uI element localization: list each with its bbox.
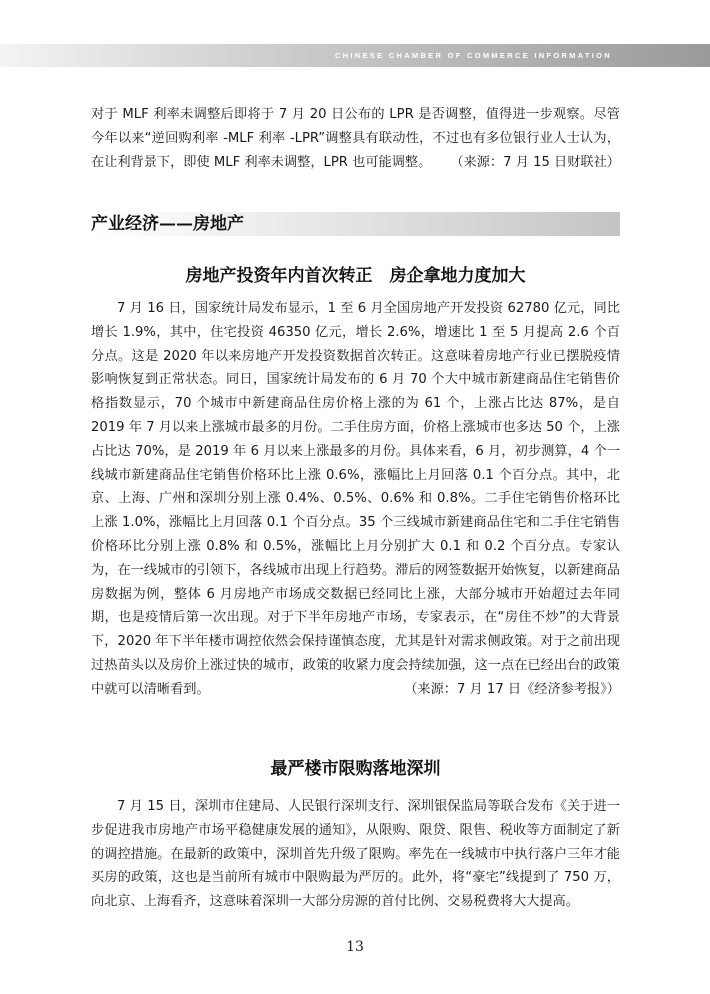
article-1-body [91,297,620,702]
intro-paragraph [91,103,620,174]
section-band [91,212,620,236]
section-title: 产业经济——房地产 [91,214,244,234]
intro-source: （来源：7 月 15 日财联社） [450,154,620,170]
article-2-title: 最严楼市限购落地深圳 [270,759,441,779]
header-label: CHINESE CHAMBER OF COMMERCE INFORMATION [334,51,612,60]
page-number: 13 [346,939,364,955]
header-band [0,44,710,67]
article-2-body: 7 月 15 日，深圳市住建局、人民银行深圳支行、深圳银保监局等联合发布《关于进一步促进我市房地产市场平稳健康发展的通知》，从限购、限贷、限售、税收等方面制定了新的调控措施。在最新的政策中，深圳首先升级了限购。率先在一线城市中执行落户三年才能买房的政策，这也是当前所有城市中限购最为严厉的。此外，将“豪宅”线提到了 750 万，向北京、上海看齐，这意味着深圳一大部分房源的首付比例、交易税费将大大提高。 [91,799,620,910]
article-1-source: （来源：7 月 17 日《经济参考报》） [404,681,620,697]
article-1-title: 房地产投资年内首次转正 房企拿地力度加大 [185,266,526,286]
article-1-text: 7 月 16 日，国家统计局发布显示，1 至 6 月全国房地产开发投资 62780 亿元，同比增长 1.9%，其中，住宅投资 46350 亿元，增长 2.6%，增速比 1 至 5 月提高 2.6 个百分点。这是 2020 年以来房地产开发投资数据首次转正。这意味着房地产行业已摆脱疫情影响恢复到正常状态。同日，国家统计局发布的 6 月 70 个大中城市新建商品住宅销售价格指数显示，70 个城市中新建商品住房价格上涨的为 61 个，上涨占比达 87%，是自 2019 年 7 月以来上涨城市最多的月份。二手住房方面，价格上涨城市也多达 50 个，上涨占比达 70%，是 2019 年 6 月以来上涨最多的月份。具体来看，6 月，初步测算，4 个一线城市新建商品住宅销售价格环比上涨 0.6%，涨幅比上月回落 0.1 个百分点。其中，北京、上海、广州和深圳分别上涨 0.4%、0.5%、0.6% 和 0.8%。二手住宅销售价格环比上涨 1.0%，涨幅比上月回落 0.1 个百分点。35 个三线城市新建商品住宅和二手住宅销售价格环比分别上涨 0.8% 和 0.5%，涨幅比上月分别扩大 0.1 和 0.2 个百分点。专家认为，在一线城市的引领下，各线城市出现上行趋势。滞后的网签数据开始恢复，以新建商品房数据为例，整体 6 月房地产市场成交数据已经同比上涨，大部分城市开始超过去年同期，也是疫情后第一次出现。对于下半年房地产市场，专家表示，在“房住不炒”的大背景下，2020 年下半年楼市调控依然会保持谨慎态度，尤其是针对需求侧政策。对于之前出现过热苗头以及房价上涨过快的城市，政策的收紧力度会持续加强，这一点在已经出台的政策中就可以清晰看到。 [91,301,620,697]
intro-text: 对于 MLF 利率未调整后即将于 7 月 20 日公布的 LPR 是否调整，值得进一步观察。尽管今年以来“逆回购利率 -MLF 利率 -LPR”调整具有联动性，不过也有多位银行业人士认为，在让利背景下，即使 MLF 利率未调整，LPR 也可能调整。 [91,107,620,170]
